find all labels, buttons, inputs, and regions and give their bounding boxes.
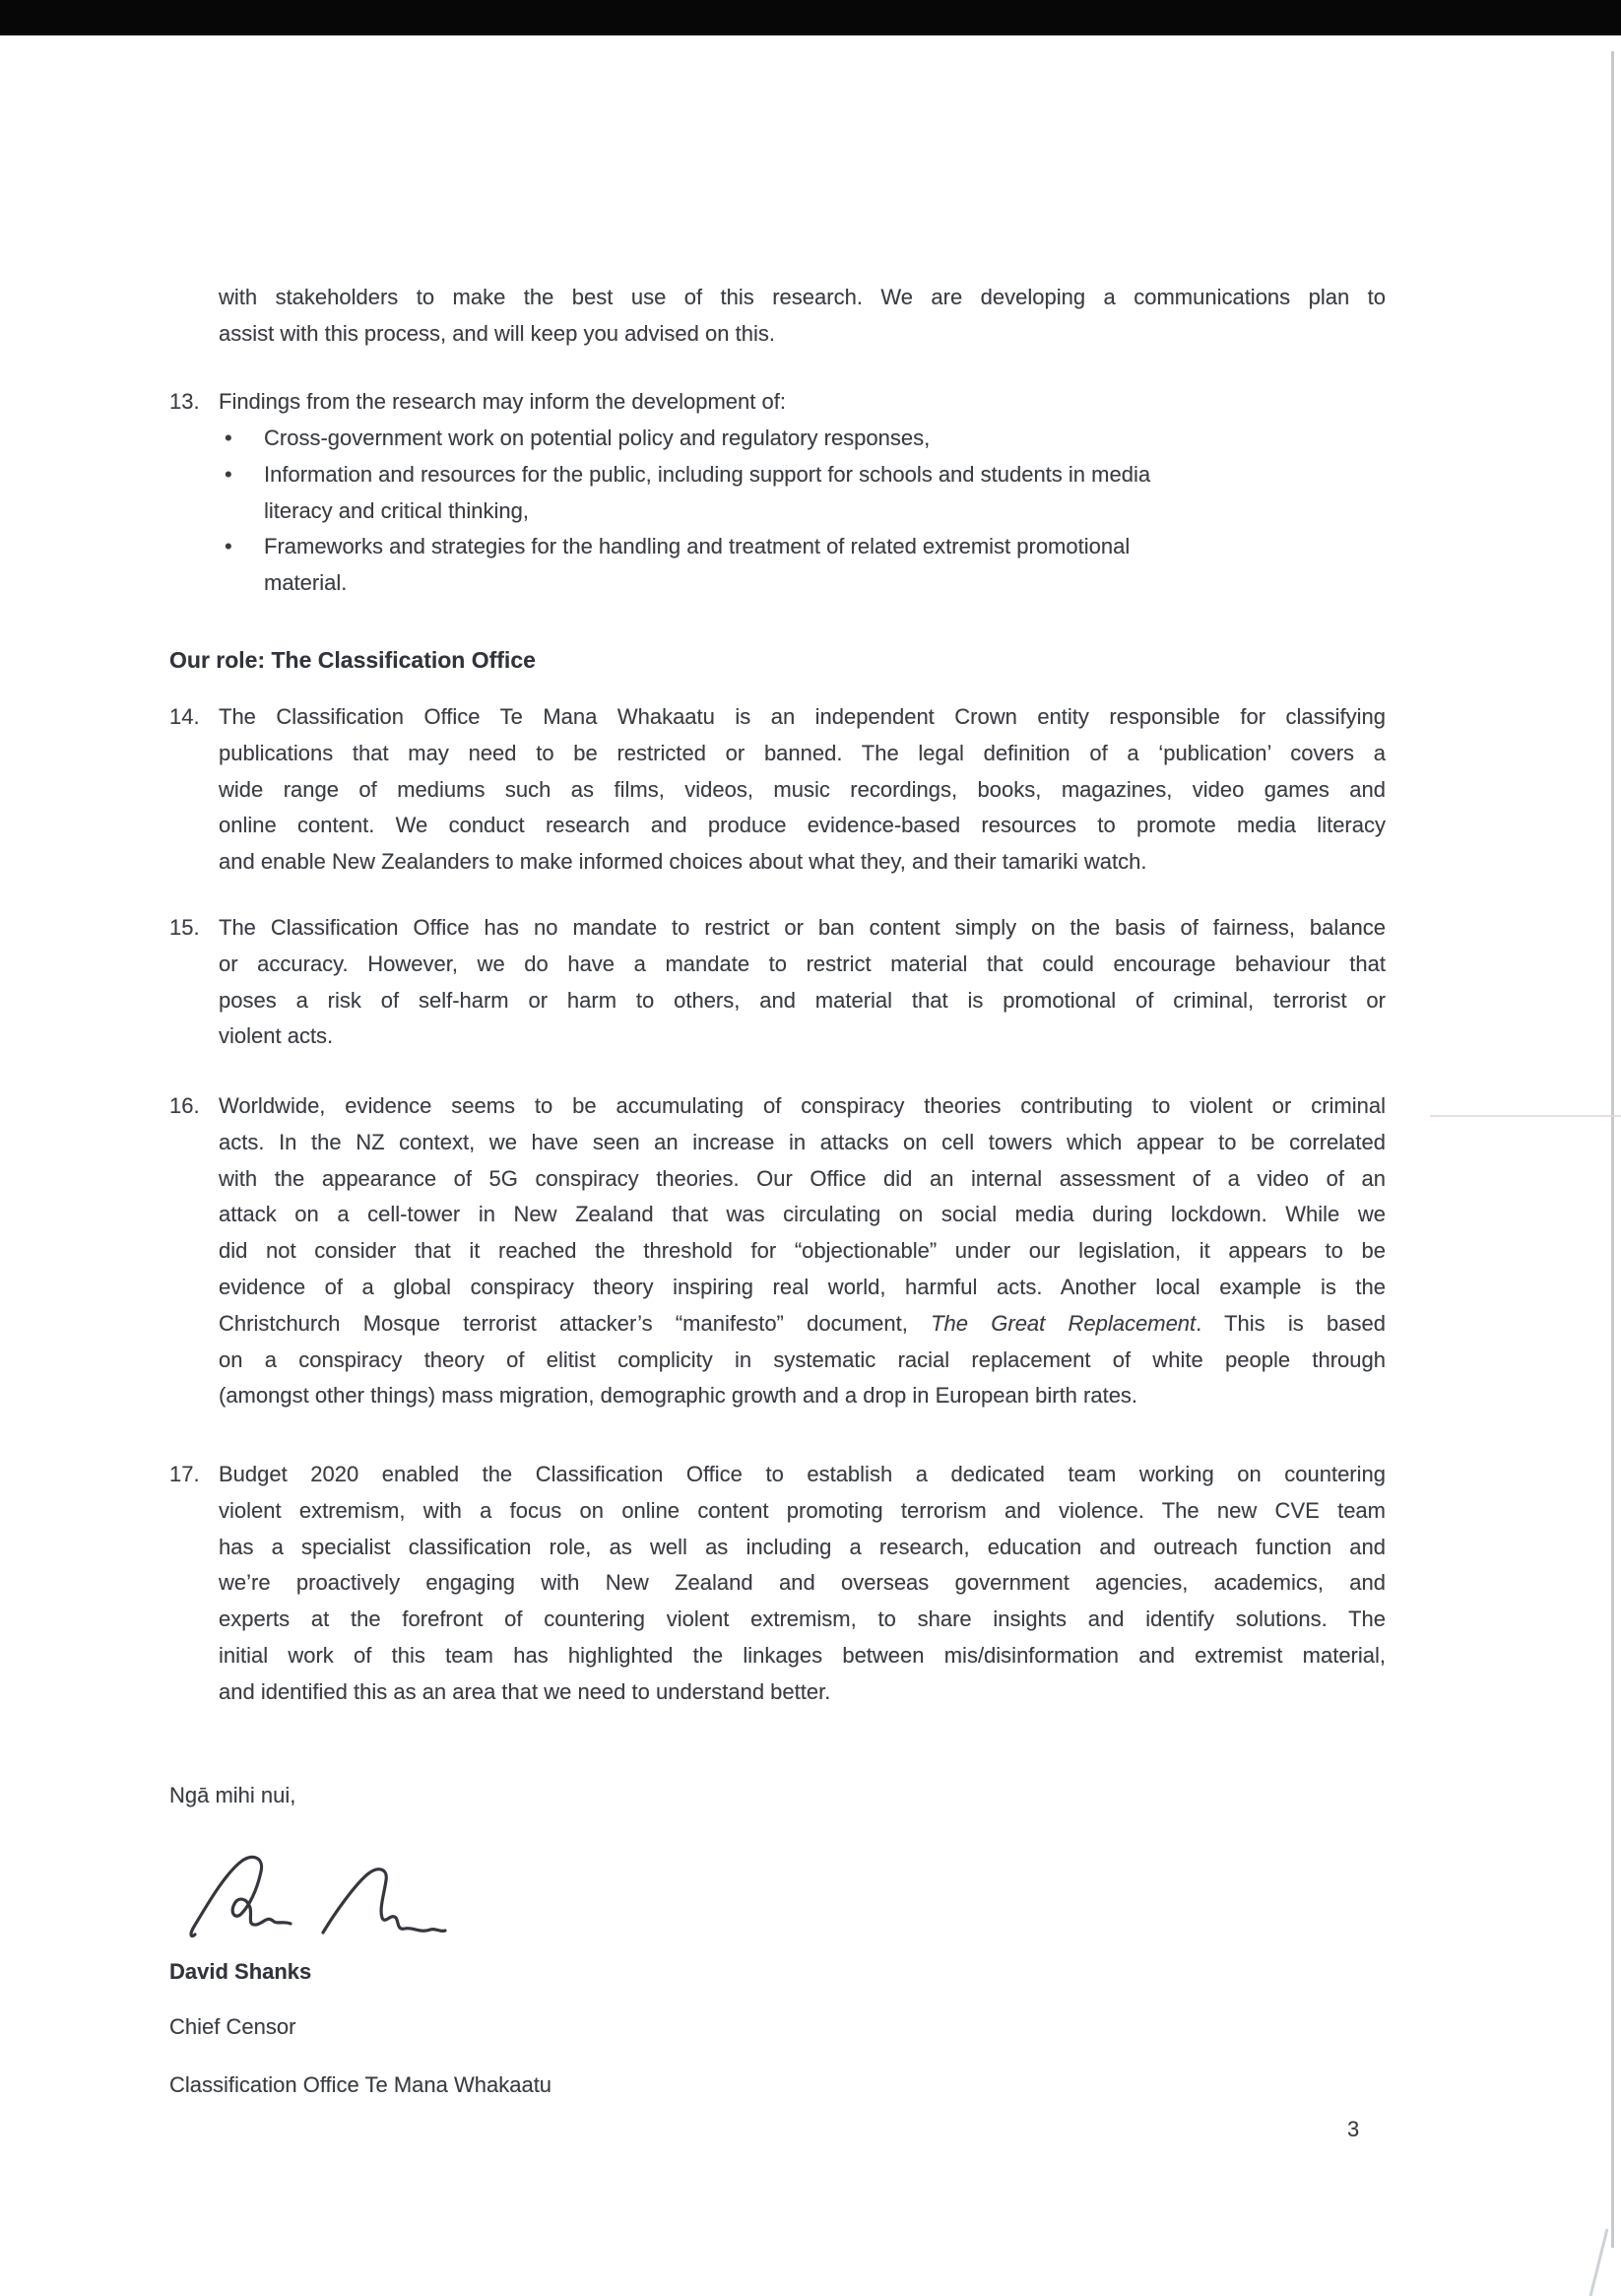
text-line: and identified this as an area that we need to understand better.	[219, 1678, 831, 1704]
text-segment: . This is based	[1196, 1310, 1386, 1336]
bullet-item	[225, 421, 1396, 457]
list-item-14	[169, 699, 1386, 881]
text-line: did not consider that it reached the threshold for “objectionable” under our legislation, it appears to be	[219, 1238, 1386, 1264]
text-line: online content. We conduct research and produce evidence-based resources to promote media literacy	[219, 813, 1386, 838]
page-number: 3	[1347, 2117, 1360, 2141]
text-line: wide range of mediums such as films, videos, music recordings, books, magazines, video games and	[219, 776, 1386, 802]
text-line: attack on a cell-tower in New Zealand that was circulating on social media during lockdown. While we	[219, 1202, 1386, 1227]
list-number: 14.	[169, 704, 200, 729]
text-line: or accuracy. However, we do have a mandate to restrict material that could encourage behaviour that	[219, 951, 1386, 976]
bullet-icon: •	[225, 426, 232, 450]
text-line: Cross-government work on potential policy and regulatory responses,	[264, 426, 931, 450]
text-line: initial work of this team has highlighted the linkages between mis/disinformation and extremist material,	[219, 1642, 1386, 1668]
text-line: acts. In the NZ context, we have seen an increase in attacks on cell towers which appear to be correlated	[219, 1129, 1386, 1154]
text-line: experts at the forefront of countering violent extremism, to share insights and identify solutions. The	[219, 1607, 1386, 1632]
text-line: we’re proactively engaging with New Zealand and overseas government agencies, academics, and	[219, 1570, 1386, 1596]
text-line: Worldwide, evidence seems to be accumulating of conspiracy theories contributing to violent or criminal	[219, 1093, 1386, 1118]
text-line: assist with this process, and will keep you advised on this.	[219, 320, 775, 346]
text-line: material.	[264, 570, 348, 596]
list-item-13	[169, 384, 1386, 421]
text-line: publications that may need to be restricted or banned. The legal definition of a ‘publication’ covers a	[219, 740, 1386, 765]
signatory-title: Chief Censor	[169, 2014, 296, 2039]
scan-artifact-fold-line	[1430, 1115, 1621, 1117]
bullet-icon: •	[225, 461, 232, 487]
signature-handwriting	[185, 1852, 451, 1946]
list-number: 17.	[169, 1462, 200, 1486]
bullet-item	[225, 457, 1396, 530]
text-line: Frameworks and strategies for the handling and treatment of related extremist promotional	[264, 534, 1131, 559]
list-number: 13.	[169, 389, 200, 414]
text-line	[219, 1306, 1386, 1343]
paragraph-continuation	[219, 280, 1386, 353]
italic-book-title: The Great Replacement	[931, 1310, 1197, 1336]
text-line: poses a risk of self-harm or harm to others, and material that is promotional of criminal, terrorist or	[219, 987, 1386, 1013]
bullet-list	[225, 421, 1396, 602]
scan-artifact-top-bar	[0, 0, 1621, 35]
bullet-item	[225, 529, 1396, 602]
list-number: 15.	[169, 915, 200, 940]
text-line: on a conspiracy theory of elitist complicity in systematic racial replacement of white people through	[219, 1346, 1386, 1372]
text-line: Findings from the research may inform the development of:	[219, 389, 786, 414]
scan-artifact-right-edge-curve	[1589, 2229, 1609, 2296]
text-segment: Christchurch Mosque terrorist attacker’s “manifesto” document,	[219, 1310, 932, 1336]
list-number: 16.	[169, 1093, 200, 1118]
text-line: has a specialist classification role, as well as including a research, education and outreach function and	[219, 1534, 1386, 1559]
list-item-15	[169, 910, 1386, 1055]
text-line: with stakeholders to make the best use of this research. We are developing a communications plan to	[219, 285, 1386, 309]
signatory-organisation: Classification Office Te Mana Whakaatu	[169, 2072, 552, 2097]
text-line: (amongst other things) mass migration, demographic growth and a drop in European birth rates.	[219, 1383, 1138, 1409]
text-line: violent acts.	[219, 1023, 334, 1049]
section-heading: Our role: The Classification Office	[169, 647, 536, 673]
text-line: and enable New Zealanders to make informed choices about what they, and their tamariki watch.	[219, 849, 1147, 875]
signature-stroke	[191, 1857, 291, 1935]
closing-salutation: Ngā mihi nui,	[169, 1783, 296, 1807]
text-line: Information and resources for the public, including support for schools and students in media	[264, 461, 1151, 487]
text-line: The Classification Office has no mandate to restrict or ban content simply on the basis of fairness, balance	[219, 915, 1386, 940]
bullet-icon: •	[225, 534, 232, 559]
list-item-16	[169, 1088, 1386, 1414]
text-line: Budget 2020 enabled the Classification Office to establish a dedicated team working on countering	[219, 1462, 1386, 1486]
text-line: with the appearance of 5G conspiracy theories. Our Office did an internal assessment of a video of an	[219, 1165, 1386, 1191]
text-line: evidence of a global conspiracy theory inspiring real world, harmful acts. Another local example is the	[219, 1274, 1386, 1299]
signature-stroke	[323, 1870, 445, 1933]
scan-artifact-right-edge-line	[1611, 51, 1614, 2248]
list-item-17	[169, 1457, 1386, 1711]
text-line: The Classification Office Te Mana Whakaatu is an independent Crown entity responsible for classifying	[219, 704, 1386, 729]
text-line: violent extremism, with a focus on online content promoting terrorism and violence. The new CVE team	[219, 1497, 1386, 1523]
text-line: literacy and critical thinking,	[264, 497, 530, 523]
signatory-name: David Shanks	[169, 1959, 312, 1984]
